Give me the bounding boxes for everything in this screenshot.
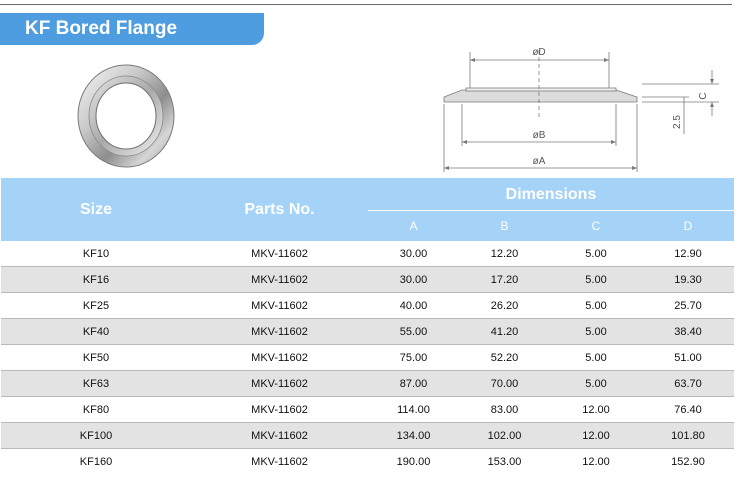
- cell-dim-d: 76.40: [642, 397, 734, 423]
- cell-part-no: MKV-11602: [191, 293, 368, 319]
- cell-dim-b: 70.00: [459, 371, 550, 397]
- table-row: [1, 423, 734, 449]
- cell-dim-c: 5.00: [550, 241, 642, 267]
- cell-dim-d: 101.80: [642, 423, 734, 449]
- page-title: KF Bored Flange: [25, 18, 178, 39]
- cell-part-no: MKV-11602: [251, 455, 308, 468]
- cell-dim-a: 40.00: [368, 293, 459, 319]
- cell-dim-c: 5.00: [550, 319, 642, 345]
- cell-dim-a: 30.00: [368, 267, 459, 293]
- label-thickness: 2.5: [672, 115, 683, 129]
- cell-size: KF40: [1, 319, 191, 345]
- header-dimensions-label: Dimensions: [505, 186, 597, 203]
- cell-part-no: MKV-11602: [191, 397, 368, 423]
- cell-dim-d: 12.90: [642, 241, 734, 267]
- table-row: [1, 345, 734, 371]
- table-row: [1, 267, 734, 293]
- cell-dim-d: 63.70: [642, 371, 734, 397]
- cell-dim-d: 51.00: [642, 345, 734, 371]
- top-divider: [0, 4, 732, 5]
- cell-size: KF63: [1, 371, 191, 397]
- cell-dim-b: 83.00: [459, 397, 550, 423]
- cell-dim-a: 114.00: [368, 397, 459, 423]
- table-row: [1, 449, 734, 475]
- cell-dim-a: 87.00: [368, 371, 459, 397]
- cell-part-no: MKV-11602: [191, 319, 368, 345]
- cell-dim-a: 75.00: [368, 345, 459, 371]
- table-row: [1, 397, 734, 423]
- cell-dim-a: 190.00: [396, 455, 431, 468]
- cell-dim-a: 30.00: [368, 241, 459, 267]
- header-dim-d: D: [642, 211, 734, 242]
- header-dim-c: C: [550, 211, 642, 242]
- cell-dim-d: 38.40: [642, 319, 734, 345]
- cell-part-no: MKV-11602: [191, 241, 368, 267]
- cell-dim-b: 17.20: [459, 267, 550, 293]
- cell-dim-c: 12.00: [550, 423, 642, 449]
- cell-dim-c: 5.00: [550, 267, 642, 293]
- cell-dim-c: 12.00: [582, 455, 610, 468]
- cell-dim-c: 5.00: [550, 371, 642, 397]
- flange-photo: [76, 63, 176, 169]
- cell-size: KF50: [1, 345, 191, 371]
- cell-dim-b: 153.00: [487, 455, 522, 468]
- header-dim-b: B: [459, 211, 550, 242]
- cell-dim-b: 102.00: [459, 423, 550, 449]
- cell-part-no: MKV-11602: [191, 423, 368, 449]
- label-diameter-b: øB: [532, 130, 546, 141]
- cell-size: KF160: [79, 455, 113, 468]
- cell-dim-b: 52.20: [459, 345, 550, 371]
- cell-size: KF10: [1, 241, 191, 267]
- table-row: [1, 293, 734, 319]
- spec-table: [1, 178, 734, 474]
- cell-part-no: MKV-11602: [191, 345, 368, 371]
- table-row: [1, 319, 734, 345]
- cell-size: KF25: [1, 293, 191, 319]
- header-dim-a: A: [368, 211, 459, 242]
- cell-size: KF100: [1, 423, 191, 449]
- label-c: C: [698, 92, 709, 100]
- cell-dim-d: 152.90: [671, 455, 705, 468]
- cell-dim-d: 25.70: [642, 293, 734, 319]
- label-diameter-d: øD: [532, 47, 546, 58]
- cell-size: KF80: [1, 397, 191, 423]
- spec-table-body: [1, 241, 734, 474]
- cell-dim-c: 5.00: [550, 293, 642, 319]
- table-row: [1, 241, 734, 267]
- cell-dim-c: 5.00: [550, 345, 642, 371]
- cell-dim-b: 12.20: [459, 241, 550, 267]
- dimension-drawing: [434, 40, 724, 174]
- cell-dim-d: 19.30: [642, 267, 734, 293]
- header-size: Size: [1, 178, 191, 241]
- title-tab: [0, 13, 264, 45]
- cell-dim-a: 134.00: [368, 423, 459, 449]
- cell-dim-c: 12.00: [550, 397, 642, 423]
- cell-part-no: MKV-11602: [191, 267, 368, 293]
- cell-dim-b: 41.20: [459, 319, 550, 345]
- header-dimensions: [368, 178, 734, 211]
- label-diameter-a: øA: [532, 156, 546, 167]
- cell-size: KF16: [1, 267, 191, 293]
- table-row: [1, 371, 734, 397]
- cell-part-no: MKV-11602: [191, 371, 368, 397]
- header-parts-no: Parts No.: [191, 178, 368, 241]
- cell-dim-a: 55.00: [368, 319, 459, 345]
- cell-dim-b: 26.20: [459, 293, 550, 319]
